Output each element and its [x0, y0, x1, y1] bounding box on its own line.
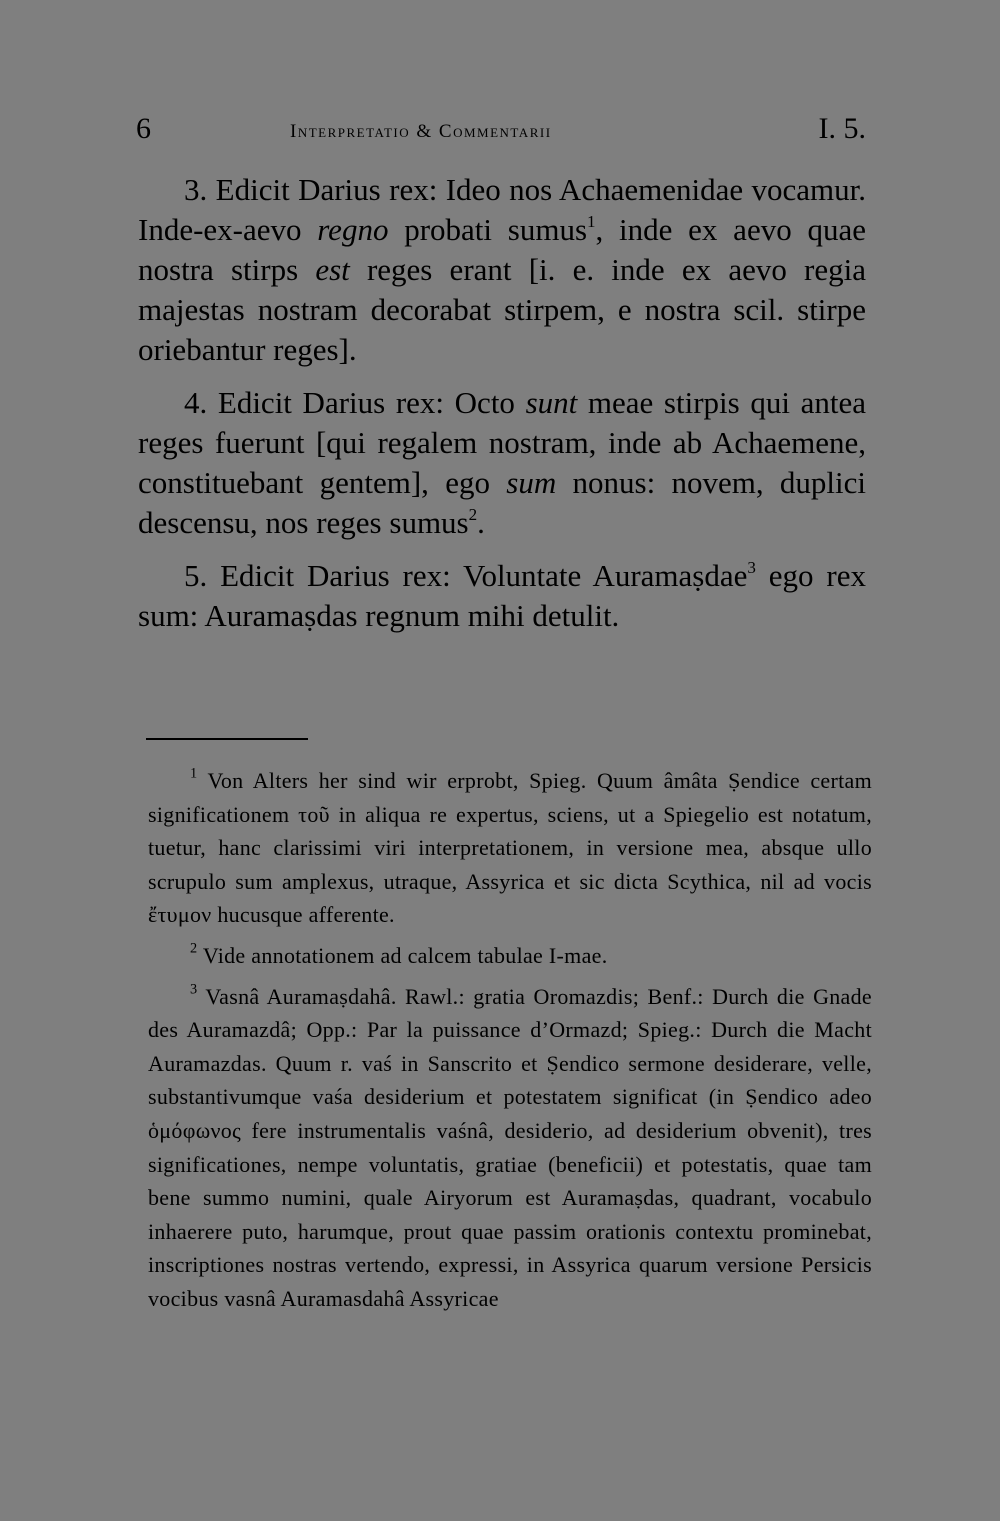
text-run: reges erant [i. e. inde ex aevo regia majestas nostram decorabat stirpem, e nostra scil. stirpe oriebantur reges].	[138, 252, 866, 367]
footnote-marker: 3	[190, 980, 198, 997]
footnote-marker: 1	[190, 765, 198, 782]
running-title: Interpretatio & Commentarii	[290, 121, 552, 142]
footnote-marker: 2	[190, 940, 198, 957]
paragraph-4	[138, 383, 866, 543]
footnote-3	[148, 980, 872, 1316]
italic-run: sum	[506, 465, 557, 500]
text-run: probati sumus	[388, 212, 588, 247]
text-run: 4. Edicit Darius rex: Octo	[184, 385, 526, 420]
footnote-2	[148, 939, 872, 973]
text-run: , inde ex aevo quae nostra stirps	[138, 212, 866, 287]
footnotes	[148, 764, 872, 1323]
paragraph-3	[138, 170, 866, 370]
page-number: 6	[136, 112, 151, 145]
footnote-text: Vide annotationem ad calcem tabulae I-mae.	[197, 942, 608, 968]
text-run: 3. Edicit Darius rex: Ideo nos Achaemenidae vocamur. Inde-ex-aevo	[138, 172, 866, 247]
footnote-ref-3: 3	[747, 558, 756, 578]
section-reference: I. 5.	[818, 112, 866, 145]
text-run: ego rex sum: Auramaṣdas regnum mihi detulit.	[138, 558, 867, 633]
paragraph-5	[138, 556, 866, 636]
text-run: nonus: novem, duplici descensu, nos reges sumus	[138, 465, 866, 540]
footnote-ref-1: 1	[587, 212, 596, 232]
footnote-1	[148, 764, 872, 932]
text-run: 5. Edicit Darius rex: Voluntate Auramaṣdae	[184, 558, 748, 593]
footnote-separator	[146, 738, 308, 740]
main-text	[138, 170, 866, 649]
footnote-ref-2: 2	[468, 505, 478, 525]
footnote-text: Von Alters her sind wir erprobt, Spieg. Quum âmâta Ṣendice certam significationem τοῦ in aliqua re expertus, sciens, ut a Spiegelio est notatum, tuetur, hanc clarissimi viri interpretationem, in versione mea, absque ullo scrupulo sum amplexus, utraque, Assyrica et sic dicta Scythica, nil ad vocis ἔτυμον hucusque afferente.	[148, 768, 872, 928]
italic-run: est	[315, 252, 350, 287]
italic-run: regno	[317, 212, 389, 247]
page-header	[136, 112, 866, 152]
text-run: meae stirpis qui antea reges fuerunt [qui regalem nostram, inde ab Achaemene, constituebant gentem], ego	[138, 385, 866, 500]
footnote-text: Vasnâ Auramaṣdahâ. Rawl.: gratia Oromazdis; Benf.: Durch die Gnade des Auramazdâ; Opp.: Par la puissance d’Ormazd; Spieg.: Durch die Macht Auramazdas. Quum r. vaś in Sanscrito et Ṣendico sermone desiderare, velle, substantivumque vaśa desiderium et potestatem significat (in Ṣendico adeo ὁμόφωνος fere instrumentalis vaśnâ, desiderio, ad desiderium obvenit), tres significationes, nempe voluntatis, gratiae (beneficii) et potestatis, quae tam bene summo numini, quale Airyorum est Auramaṣdas, quadrant, vocabulo inhaerere puto, harumque, prout quae passim orationis contextu prominebat, inscriptiones nostras vertendo, expressi, in Assyrica quarum versione Persicis vocibus vasnâ Auramasdahâ Assyricae	[148, 983, 872, 1311]
text-run: .	[477, 505, 485, 540]
italic-run: sunt	[525, 385, 578, 420]
